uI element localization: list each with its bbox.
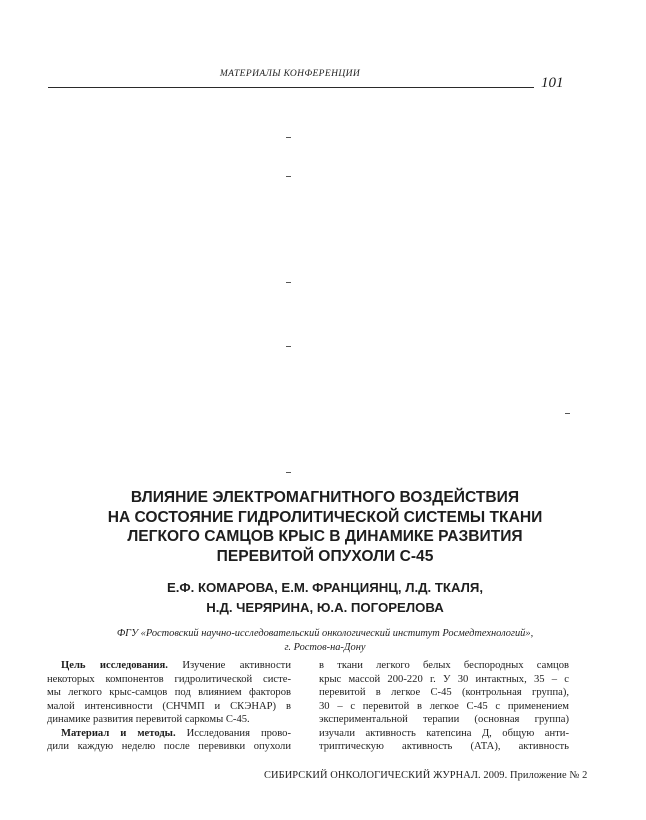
stray-mark bbox=[565, 413, 570, 414]
body-line: некоторых компонентов гидролитической систе- bbox=[47, 673, 291, 685]
body-line: крыс массой 200-220 г. У 30 интактных, 35 – с bbox=[319, 673, 569, 685]
stray-mark bbox=[286, 176, 291, 177]
body-line: динамике развития перевитой саркомы С-45. bbox=[47, 714, 250, 725]
journal-footer: СИБИРСКИЙ ОНКОЛОГИЧЕСКИЙ ЖУРНАЛ. 2009. Приложение № 2 bbox=[264, 770, 588, 781]
body-line: мы легкого крыс-самцов под влиянием факторов bbox=[47, 687, 291, 698]
stray-mark bbox=[286, 346, 291, 347]
body-line: 30 – с перевитой в легкое С-45 с применением bbox=[319, 700, 569, 712]
affiliation-line: ФГУ «Ростовский научно-исследовательский онкологический институт Росмедтехнологий», bbox=[116, 628, 534, 639]
body-line: в ткани легкого белых беспородных самцов bbox=[319, 660, 569, 671]
title-line: ПЕРЕВИТОЙ ОПУХОЛИ С-45 bbox=[216, 547, 434, 565]
body-line: триптическую активность (АТА), активность bbox=[319, 741, 569, 752]
body-line: изучали активность катепсина Д, общую анти- bbox=[319, 727, 569, 739]
body-line: малой интенсивности (СНЧМП и СКЭНАР) в bbox=[47, 700, 291, 712]
aim-text: Изучение активности bbox=[182, 660, 291, 671]
title-line: НА СОСТОЯНИЕ ГИДРОЛИТИЧЕСКОЙ СИСТЕМЫ ТКАНИ bbox=[107, 508, 543, 526]
affiliation-line: г. Ростов-на-Дону bbox=[284, 642, 366, 653]
affiliation bbox=[40, 627, 610, 655]
body-line: дили каждую неделю после перевивки опухоли bbox=[47, 741, 291, 752]
authors bbox=[40, 578, 610, 618]
stray-mark bbox=[286, 137, 291, 138]
page-number: 101 bbox=[541, 75, 564, 91]
methods-first-line bbox=[47, 727, 291, 741]
title-line: ЛЕГКОГО САМЦОВ КРЫС В ДИНАМИКЕ РАЗВИТИЯ bbox=[127, 528, 523, 545]
title-line: ВЛИЯНИЕ ЭЛЕКТРОМАГНИТНОГО ВОЗДЕЙСТВИЯ bbox=[130, 489, 520, 506]
methods-text: Исследования прово- bbox=[186, 727, 291, 739]
body-line: перевитой в легкое С-45 (контрольная группа), bbox=[319, 687, 569, 698]
stray-mark bbox=[286, 472, 291, 473]
aim-first-line bbox=[47, 659, 291, 673]
body-line: экспериментальной терапии (основная группа) bbox=[319, 714, 569, 725]
article-title bbox=[40, 488, 610, 566]
authors-line: Е.Ф. КОМАРОВА, Е.М. ФРАНЦИЯНЦ, Л.Д. ТКАЛЯ, bbox=[166, 580, 484, 595]
authors-line: Н.Д. ЧЕРЯРИНА, Ю.А. ПОГОРЕЛОВА bbox=[206, 600, 444, 615]
aim-label: Цель исследования. bbox=[61, 660, 168, 671]
methods-label: Материал и методы. bbox=[61, 727, 176, 739]
text-column-left bbox=[47, 659, 291, 754]
header-rule bbox=[48, 87, 534, 88]
running-title: МАТЕРИАЛЫ КОНФЕРЕНЦИИ bbox=[219, 69, 361, 79]
stray-mark bbox=[286, 282, 291, 283]
text-column-right bbox=[319, 659, 569, 754]
